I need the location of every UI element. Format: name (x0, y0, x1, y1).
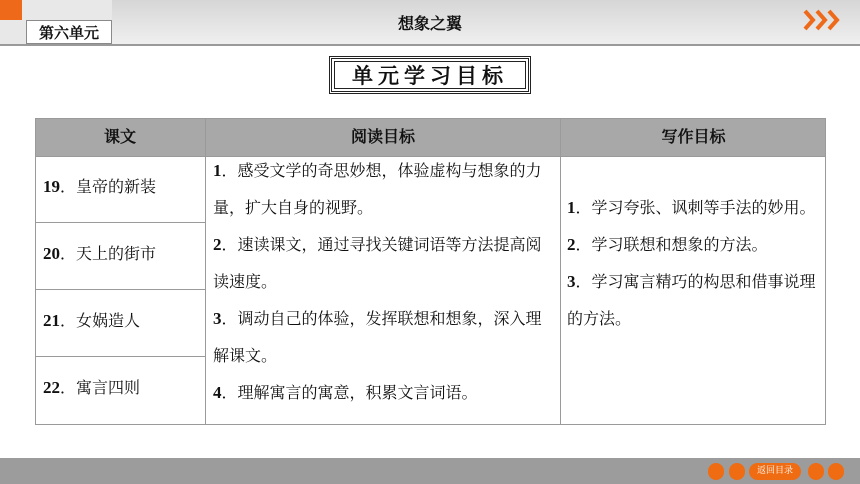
reading-goal-item (213, 226, 557, 300)
goal-number: 1 (213, 161, 222, 180)
column-divider (205, 118, 206, 425)
reading-goals (213, 152, 557, 411)
table-border-right (825, 118, 826, 425)
separator: ． (60, 378, 77, 397)
lesson-title: 天上的街市 (76, 244, 157, 263)
table-border-bottom (35, 424, 826, 425)
goal-number: 3 (213, 309, 222, 328)
writing-goal-item (567, 226, 821, 263)
goal-number: 1 (567, 198, 576, 217)
goals-table (35, 118, 826, 425)
lesson-item (43, 241, 156, 264)
column-header-writing: 写作目标 (561, 118, 826, 156)
table-border-left (35, 118, 36, 425)
column-header-reading: 阅读目标 (206, 118, 560, 156)
section-title-box (329, 56, 531, 94)
lesson-row-divider (35, 222, 205, 223)
separator: ． (60, 244, 77, 263)
lesson-number: 21 (43, 311, 60, 330)
previous-page-icon[interactable] (729, 463, 745, 480)
column-header-lesson: 课文 (35, 118, 205, 156)
separator: ． (575, 235, 592, 254)
page-title: 想象之翼 (397, 14, 462, 33)
next-page-chevron-icon[interactable] (803, 8, 843, 32)
goal-text: 学习联想和想象的方法。 (591, 235, 768, 254)
separator: ． (575, 272, 592, 291)
unit-label: 第六单元 (26, 20, 112, 44)
last-page-icon[interactable] (828, 463, 844, 480)
lesson-item (43, 308, 140, 331)
separator: ． (221, 309, 238, 328)
back-to-contents-button[interactable]: 返回目录 (749, 463, 801, 480)
goal-number: 2 (213, 235, 222, 254)
goal-number: 4 (213, 383, 222, 402)
lesson-title: 皇帝的新装 (76, 177, 157, 196)
header-divider (0, 44, 860, 46)
lesson-row-divider (35, 356, 205, 357)
writing-goals (567, 189, 821, 337)
writing-goal-item (567, 189, 821, 226)
goal-text: 学习寓言精巧的构思和借事说理的方法。 (567, 272, 816, 328)
goal-number: 3 (567, 272, 576, 291)
goal-text: 学习夸张、讽刺等手法的妙用。 (591, 198, 816, 217)
goal-number: 2 (567, 235, 576, 254)
lesson-number: 22 (43, 378, 60, 397)
header-bar (0, 0, 860, 45)
reading-goal-item (213, 152, 557, 226)
lesson-title: 女娲造人 (76, 311, 141, 330)
lesson-title: 寓言四则 (76, 378, 141, 397)
column-divider (560, 118, 561, 425)
separator: ． (221, 235, 238, 254)
next-page-icon[interactable] (808, 463, 824, 480)
writing-goal-item (567, 263, 821, 337)
goal-text: 调动自己的体验，发挥联想和想象，深入理解课文。 (213, 309, 542, 365)
lesson-number: 19 (43, 177, 60, 196)
separator: ． (60, 311, 77, 330)
lesson-item (43, 174, 156, 197)
reading-goal-item (213, 300, 557, 374)
goal-text: 速读课文，通过寻找关键词语等方法提高阅读速度。 (213, 235, 542, 291)
first-page-icon[interactable] (708, 463, 724, 480)
separator: ． (221, 161, 238, 180)
section-title: 单元学习目标 (334, 61, 526, 89)
reading-goal-item (213, 374, 557, 411)
separator: ． (575, 198, 592, 217)
separator: ． (60, 177, 77, 196)
lesson-row-divider (35, 289, 205, 290)
goal-text: 感受文学的奇思妙想，体验虚构与想象的力量，扩大自身的视野。 (213, 161, 542, 217)
lesson-number: 20 (43, 244, 60, 263)
lesson-item (43, 375, 140, 398)
table-border-top (35, 118, 826, 119)
separator: ． (221, 383, 238, 402)
goal-text: 理解寓言的寓意，积累文言词语。 (237, 383, 478, 402)
